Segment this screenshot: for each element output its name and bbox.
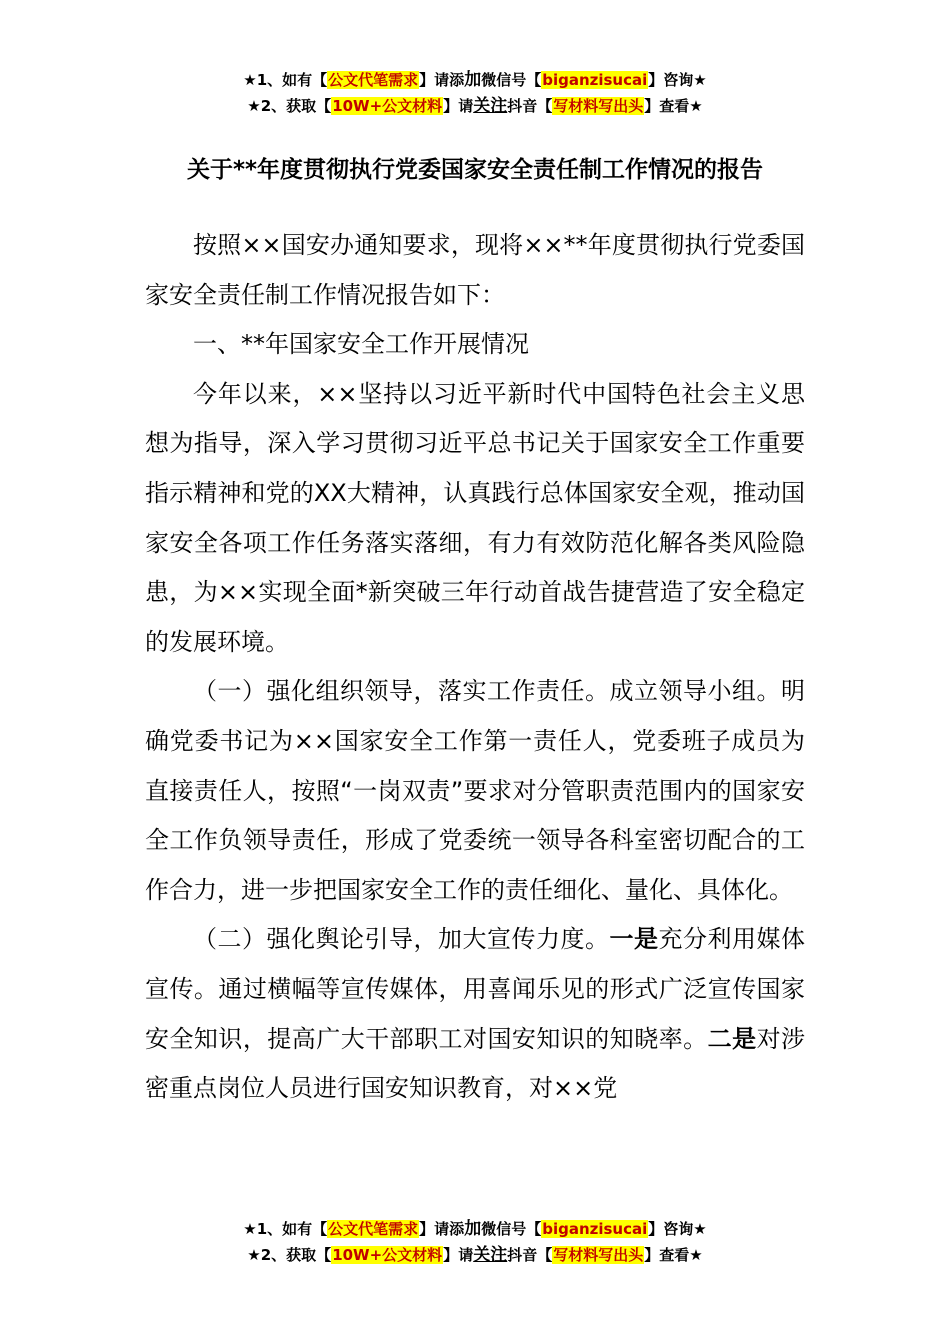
promo-highlight: 10W+公文材料	[332, 1246, 443, 1264]
section-heading: 一、**年国家安全工作开展情况	[193, 330, 529, 359]
promo-line-2: ★2、获取【10W+公文材料】请关注抖音【写材料写出头】查看★	[247, 96, 703, 116]
body-paragraph: 今年以来，××坚持以习近平新时代中国特色社会主义思想为指导，深入学习贯彻习近平总书记关于国家安全工作重要指示精神和党的XX大精神，认真践行总体国家安全观，推动国家安全各项工作任务落实落细，有力有效防范化解各类风险隐患，为××实现全面*新突破三年行动首战告捷营造了安全稳定的发展环境。	[145, 379, 805, 656]
intro-paragraph: 按照××国安办通知要求，现将××**年度贯彻执行党委国家安全责任制工作情况报告如下：	[145, 231, 805, 309]
promo-line-2: ★2、获取【10W+公文材料】请关注抖音【写材料写出头】查看★	[247, 1245, 703, 1265]
document-title: 关于**年度贯彻执行党委国家安全责任制工作情况的报告	[186, 157, 764, 183]
wechat-id-highlight: biganzisucai	[542, 1220, 648, 1238]
promo-line-1: ★1、如有【公文代笔需求】请添加微信号【biganzisucai】咨询★	[243, 70, 707, 90]
promo-highlight: 公文代笔需求	[328, 1220, 419, 1238]
body-paragraph: （一）强化组织领导，落实工作责任。成立领导小组。明确党委书记为××国家安全工作第一责任人，党委班子成员为直接责任人，按照“一岗双责”要求对分管职责范围内的国家安全工作负领导责任，形成了党委统一领导各科室密切配合的工作合力，进一步把国家安全工作的责任细化、量化、具体化。	[145, 677, 805, 904]
promo-line-1: ★1、如有【公文代笔需求】请添加微信号【biganzisucai】咨询★	[243, 1219, 707, 1239]
body-paragraph: （二）强化舆论引导，加大宣传力度。一是充分利用媒体宣传。通过横幅等宣传媒体，用喜闻乐见的形式广泛宣传国家安全知识，提高广大干部职工对国安知识的知晓率。二是对涉密重点岗位人员进行国安知识教育，对××党	[145, 925, 806, 1103]
document-body	[145, 221, 805, 1114]
promo-highlight: 公文代笔需求	[328, 71, 419, 89]
header-promo-banner	[0, 67, 950, 119]
douyin-account-highlight: 写材料写出头	[553, 97, 644, 115]
promo-highlight: 10W+公文材料	[332, 97, 443, 115]
footer-promo-banner	[0, 1216, 950, 1268]
douyin-account-highlight: 写材料写出头	[553, 1246, 644, 1264]
wechat-id-highlight: biganzisucai	[542, 71, 648, 89]
